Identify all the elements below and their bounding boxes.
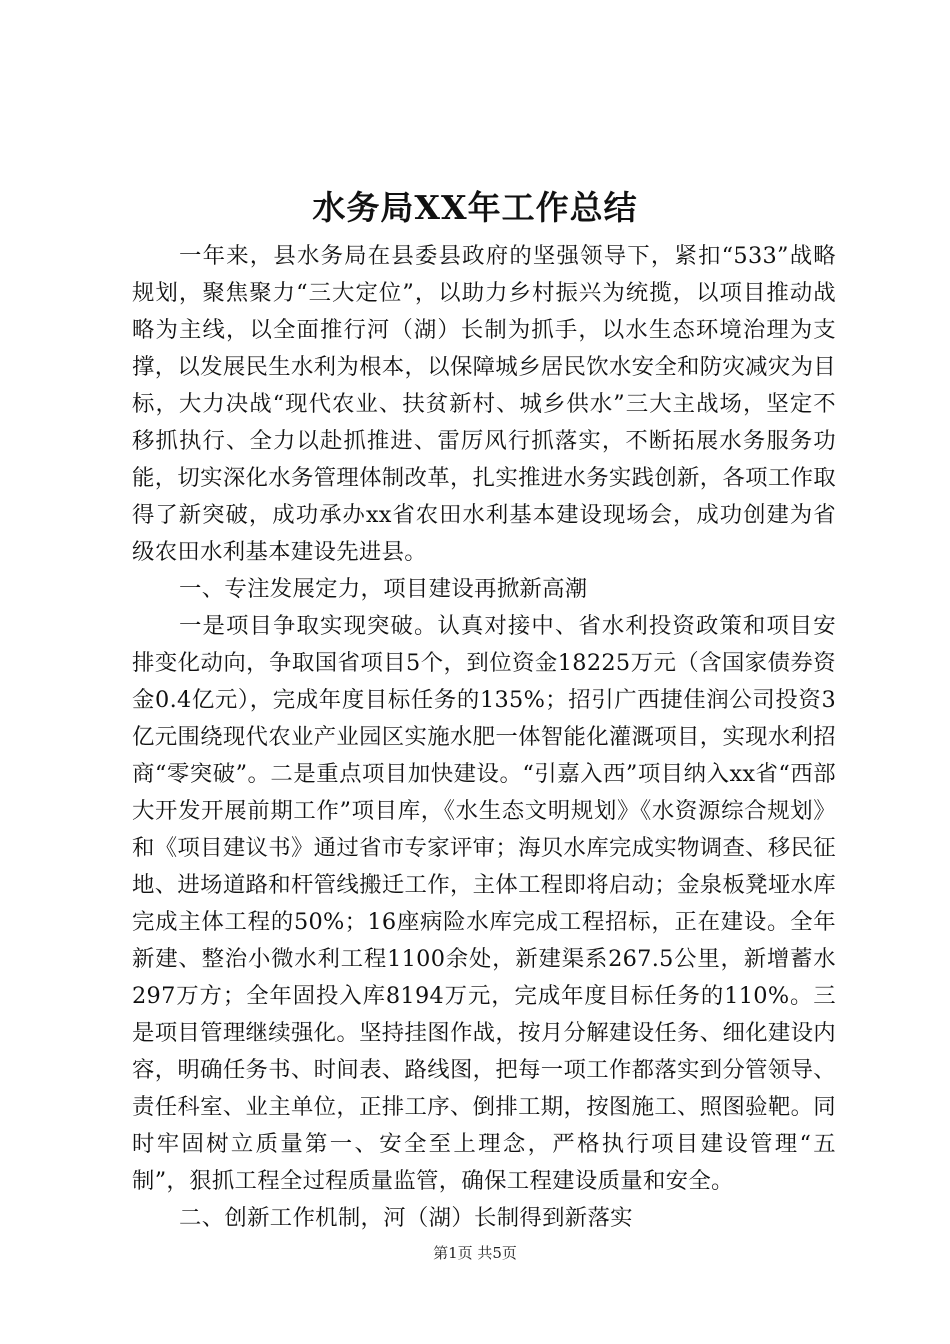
section-1-paragraph: 一是项目争取实现突破。认真对接中、省水利投资政策和项目安排变化动向，争取国省项目5个，到位资金18225万元（含国家债券资金0.4亿元），完成年度目标任务的135%；招引广西捷佳润公司投资3亿元围绕现代农业产业园区实施水肥一体智能化灌溉项目，实现水利招商“零突破”。二是重点项目加快建设。“引嘉入西”项目纳入xx省“西部大开发开展前期工作”项目库，《水生态文明规划》《水资源综合规划》和《项目建议书》通过省市专家评审；海贝水库完成实物调查、移民征地、进场道路和杆管线搬迁工作，主体工程即将启动；金泉板凳垭水库完成主体工程的50%；16座病险水库完成工程招标，正在建设。全年新建、整治小微水利工程1100余处，新建渠系267.5公里，新增蓄水297万方；全年固投入库8194万元，完成年度目标任务的110%。三是项目管理继续强化。坚持挂图作战，按月分解建设任务、细化建设内容，明确任务书、时间表、路线图，把每一项工作都落实到分管领导、责任科室、业主单位，正排工序、倒排工期，按图施工、照图验靶。同时牢固树立质量第一、安全至上理念，严格执行项目建设管理“五制”，狠抓工程全过程质量监管，确保工程建设质量和安全。: [132, 613, 836, 1194]
intro-paragraph: 一年来，县水务局在县委县政府的坚强领导下，紧扣“533”战略规划，聚焦聚力“三大定位”，以助力乡村振兴为统揽，以项目推动战略为主线，以全面推行河（湖）长制为抓手，以水生态环境治理为支撑，以发展民生水利为根本，以保障城乡居民饮水安全和防灾减灾为目标，大力决战“现代农业、扶贫新村、城乡供水”三大主战场，坚定不移抓执行、全力以赴抓推进、雷厉风行抓落实，不断拓展水务服务功能，切实深化水务管理体制改革，扎实推进水务实践创新，各项工作取得了新突破，成功承办xx省农田水利基本建设现场会，成功创建为省级农田水利基本建设先进县。: [132, 243, 836, 565]
section-heading-1: 一、专注发展定力，项目建设再掀新高潮: [179, 576, 588, 602]
page-number-footer: 第1页 共5页: [433, 1244, 517, 1262]
document-title: 水务局XX年工作总结: [312, 188, 638, 227]
section-heading-2: 二、创新工作机制，河（湖）长制得到新落实: [179, 1205, 633, 1231]
document-body: [132, 238, 836, 1237]
